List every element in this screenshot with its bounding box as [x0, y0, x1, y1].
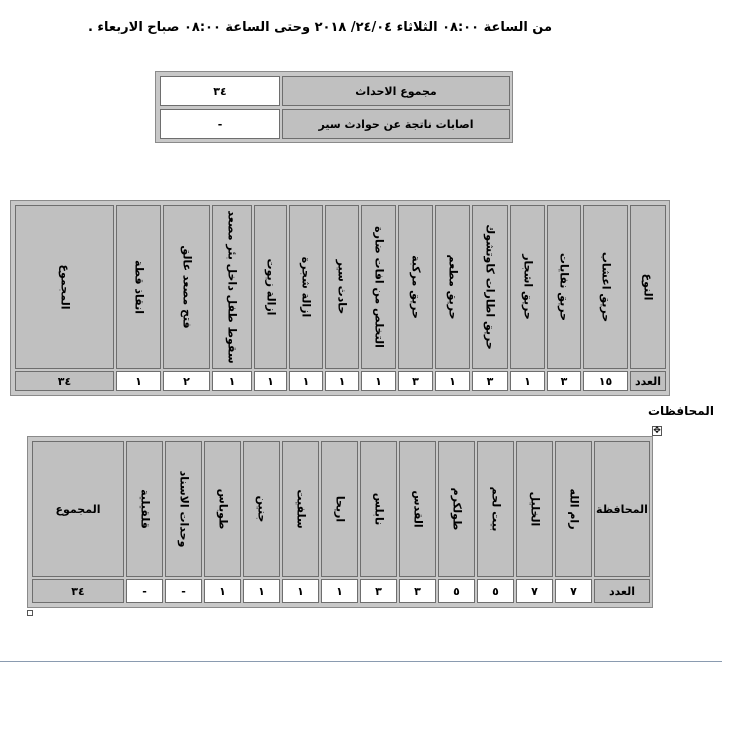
gov-count-2: ٥ [477, 579, 514, 603]
types-count-8: ١ [289, 371, 323, 391]
types-col-0-text: حريق اعشاب [599, 251, 612, 323]
summary-table [155, 71, 513, 143]
gov-count-8: ١ [243, 579, 280, 603]
gov-col-7 [282, 441, 319, 577]
summary-value-traffic-injuries: - [160, 109, 280, 139]
gov-col-9 [204, 441, 241, 577]
types-col-10 [212, 205, 252, 369]
types-count-11: ٢ [163, 371, 210, 391]
types-col-11 [163, 205, 210, 369]
gov-col-2-text: بيت لحم [489, 486, 502, 532]
types-col-1-text: حريق نفايات [557, 252, 571, 322]
gov-count-10: - [165, 579, 202, 603]
types-col-5 [398, 205, 433, 369]
gov-col-11-text: قلقيلية [138, 489, 151, 529]
types-col-3 [472, 205, 508, 369]
types-col-8-text: ازالة شجرة [299, 256, 313, 318]
gov-col-8 [243, 441, 280, 577]
types-count-12: ١ [116, 371, 161, 391]
gov-header-name: المحافظة [594, 441, 650, 577]
gov-col-3-text: طولكرم [450, 487, 463, 531]
types-count-2: ١ [510, 371, 545, 391]
types-header-count: العدد [630, 371, 666, 391]
types-count-7: ١ [325, 371, 359, 391]
types-header-type [630, 205, 666, 369]
types-total-label [15, 205, 114, 369]
governorates-table [27, 436, 653, 608]
gov-col-8-text: جنين [255, 495, 268, 523]
gov-col-1-text: الخليل [528, 491, 541, 527]
gov-count-9: ١ [204, 579, 241, 603]
gov-col-10-text: وحدات الاسناد [177, 470, 190, 548]
summary-label-traffic-injuries: اصابات ناتجة عن حوادث سير [282, 109, 510, 139]
gov-count-4: ٣ [399, 579, 436, 603]
gov-count-1: ٧ [516, 579, 553, 603]
types-col-1 [547, 205, 581, 369]
gov-count-11: - [126, 579, 163, 603]
gov-count-7: ١ [282, 579, 319, 603]
gov-col-9-text: طوباس [216, 488, 229, 530]
types-col-8 [289, 205, 323, 369]
gov-col-6-text: اريحا [333, 495, 346, 523]
gov-col-4-text: القدس [411, 490, 424, 528]
types-col-9-text: ازالة زيوت [264, 258, 277, 316]
summary-value-total-events: ٣٤ [160, 76, 280, 106]
types-count-10: ١ [212, 371, 252, 391]
gov-col-10 [165, 441, 202, 577]
report-period-heading: من الساعة ٠٨:٠٠ الثلاثاء ٢٤/٠٤/ ٢٠١٨ وحتى الساعة ٠٨:٠٠ صباح الاربعاء . [87, 20, 553, 35]
gov-total-label: المجموع [32, 441, 124, 577]
incident-types-table [10, 200, 670, 396]
bottom-divider [0, 661, 722, 662]
types-header-type-text: النوع [641, 273, 655, 301]
types-col-7 [325, 205, 359, 369]
gov-col-7-text: سلفيت [294, 489, 307, 529]
gov-count-5: ٣ [360, 579, 397, 603]
types-col-6-text: التخلص من افات ضارة [372, 226, 385, 348]
gov-count-3: ٥ [438, 579, 475, 603]
types-count-0: ١٥ [583, 371, 628, 391]
types-count-4: ١ [435, 371, 470, 391]
types-col-3-text: حريق اطارات كاوتشوك [483, 224, 497, 350]
table-move-handle-icon[interactable]: ✥ [653, 426, 661, 436]
types-col-7-text: حادث سير [335, 259, 349, 315]
types-count-6: ١ [361, 371, 396, 391]
gov-col-1 [516, 441, 553, 577]
types-col-10-text: سقوط طفل داخل بئر مصعد [225, 210, 239, 364]
gov-col-0 [555, 441, 592, 577]
gov-col-2 [477, 441, 514, 577]
types-col-5-text: حريق مركبة [409, 255, 422, 319]
types-col-2-text: حريق اشجار [521, 254, 534, 320]
types-count-3: ٣ [472, 371, 508, 391]
gov-col-5 [360, 441, 397, 577]
gov-col-5-text: نابلس [372, 492, 385, 526]
types-col-12-text: انقاذ قطة [132, 259, 145, 315]
types-col-4 [435, 205, 470, 369]
gov-col-4 [399, 441, 436, 577]
types-col-0 [583, 205, 628, 369]
gov-col-0-text: رام الله [567, 488, 580, 530]
types-total-value: ٣٤ [15, 371, 114, 391]
gov-col-6 [321, 441, 358, 577]
types-col-6 [361, 205, 396, 369]
gov-col-11 [126, 441, 163, 577]
governorates-title: المحافظات [648, 404, 714, 418]
gov-count-6: ١ [321, 579, 358, 603]
types-count-5: ٣ [398, 371, 433, 391]
types-col-11-text: فتح مصعد عالق [180, 245, 193, 329]
types-total-label-text: المجموع [58, 264, 71, 310]
gov-header-count: العدد [594, 579, 650, 603]
gov-count-0: ٧ [555, 579, 592, 603]
table-resize-handle[interactable] [27, 610, 33, 616]
types-col-9 [254, 205, 287, 369]
gov-total-value: ٣٤ [32, 579, 124, 603]
types-count-1: ٣ [547, 371, 581, 391]
summary-label-total-events: مجموع الاحداث [282, 76, 510, 106]
types-col-4-text: حريق مطعم [446, 254, 459, 320]
gov-col-3 [438, 441, 475, 577]
types-col-2 [510, 205, 545, 369]
types-col-12 [116, 205, 161, 369]
types-count-9: ١ [254, 371, 287, 391]
